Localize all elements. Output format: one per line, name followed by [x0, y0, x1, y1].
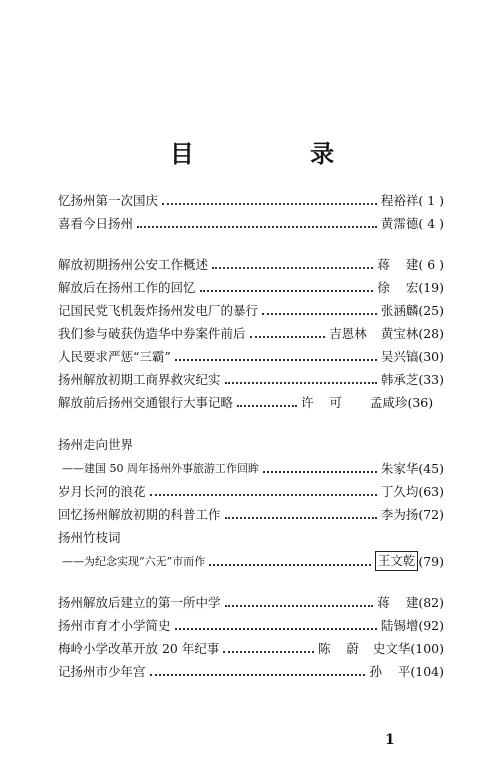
entry-coauthor: 许 可 — [301, 395, 342, 410]
leader-dots — [175, 359, 377, 361]
section-heading: 扬州竹枝词 — [58, 530, 121, 545]
entry-title: 忆扬州第一次国庆 — [58, 193, 159, 208]
leader-dots — [162, 203, 377, 205]
toc-entry — [58, 279, 444, 297]
entry-author: 吴兴镐 — [380, 349, 419, 364]
entry-page: (82) — [418, 595, 444, 610]
toc-entry — [58, 256, 444, 274]
entry-title: 回忆扬州解放初期的科普工作 — [58, 507, 221, 522]
entry-coauthor: 吉恩林 — [329, 326, 367, 341]
entry-title: 梅岭小学改革开放 20 年纪事 — [58, 641, 220, 656]
toc-entry — [58, 215, 444, 233]
leader-dots — [250, 336, 326, 338]
entry-page: ( 6 ) — [418, 257, 444, 272]
entry-author: 孟咸珍 — [369, 395, 408, 410]
leader-dots — [237, 405, 297, 407]
leader-dots — [209, 564, 371, 566]
entry-author: 黄霈德 — [380, 216, 419, 231]
entry-page: ( 4 ) — [418, 216, 444, 231]
entry-author: 王文乾 — [375, 551, 419, 571]
section-heading: 扬州走向世界 — [58, 437, 134, 452]
entry-title: 我们参与破获伪造华中券案件前后 — [58, 326, 246, 341]
entry-title: 解放后在扬州工作的回忆 — [58, 280, 196, 295]
entry-title: 扬州市育才小学简史 — [58, 618, 171, 633]
entry-page: (45) — [418, 461, 444, 476]
toc-entry — [58, 663, 444, 681]
entry-author: 陆锡增 — [380, 618, 419, 633]
entry-page: (25) — [418, 303, 444, 318]
leader-dots — [263, 471, 377, 473]
entry-author: 李为扬 — [380, 507, 419, 522]
entry-title: 解放前后扬州交通银行大事记略 — [58, 395, 234, 410]
entry-page: (19) — [418, 280, 444, 295]
toc-entry — [58, 192, 444, 210]
toc-entry — [58, 371, 444, 389]
leader-dots — [223, 651, 314, 653]
entry-page: ( 1 ) — [418, 193, 444, 208]
entry-subtitle: ——为纪念实现“六无”市而作 — [62, 555, 206, 568]
entry-author: 丁久均 — [380, 484, 419, 499]
entry-title: 扬州解放初期工商界救灾纪实 — [58, 372, 221, 387]
entry-author: 蒋 建 — [377, 595, 419, 610]
entry-page: (28) — [418, 326, 444, 341]
leader-dots — [200, 290, 374, 292]
entry-page: (100) — [410, 641, 444, 656]
leader-dots — [225, 517, 377, 519]
entry-title: 解放初期扬州公安工作概述 — [58, 257, 209, 272]
page-number: 1 — [385, 732, 395, 748]
entry-title: 记国民党飞机轰炸扬州发电厂的暴行 — [58, 303, 259, 318]
toc-entry — [58, 617, 444, 635]
toc-entry — [58, 394, 444, 412]
entry-title: 扬州解放后建立的第一所中学 — [58, 595, 221, 610]
leader-dots — [225, 605, 374, 607]
toc-entry — [58, 325, 444, 343]
toc-entry — [58, 348, 444, 366]
leader-dots — [262, 313, 377, 315]
entry-page: (63) — [418, 484, 444, 499]
toc-entry — [58, 483, 444, 501]
toc-entry — [58, 460, 444, 478]
entry-author: 孙 平 — [369, 664, 411, 679]
leader-dots — [225, 382, 377, 384]
entry-page: (33) — [418, 372, 444, 387]
entry-subtitle: ——建国 50 周年扬州外事旅游工作回眸 — [62, 462, 259, 475]
entry-author: 黄宝林 — [380, 326, 419, 341]
entry-author: 张涵麟 — [380, 303, 419, 318]
toc-entry — [58, 594, 444, 612]
page-title: 目 录 — [169, 139, 389, 168]
entry-author: 蒋 建 — [377, 257, 419, 272]
entry-page: (36) — [407, 395, 434, 410]
entry-title: 喜看今日扬州 — [58, 216, 134, 231]
entry-title: 人民要求严惩“三霸” — [58, 349, 171, 364]
entry-coauthor: 陈 蔚 — [317, 641, 359, 656]
toc-entry — [58, 506, 444, 524]
leader-dots — [212, 267, 373, 269]
entry-page: (30) — [418, 349, 444, 364]
entry-author: 程裕祥 — [380, 193, 419, 208]
entry-author: 朱家华 — [380, 461, 419, 476]
toc-entry — [58, 302, 444, 320]
leader-dots — [137, 226, 377, 228]
leader-dots — [150, 494, 377, 496]
leader-dots — [150, 674, 366, 676]
entry-author: 徐 宏 — [377, 280, 419, 295]
toc-entry — [58, 640, 444, 658]
entry-page: (92) — [418, 618, 444, 633]
leader-dots — [175, 628, 377, 630]
toc-entry — [58, 553, 444, 571]
entry-page: (79) — [418, 554, 444, 569]
entry-author: 史文华 — [372, 641, 411, 656]
entry-page: (72) — [418, 507, 444, 522]
entry-title: 岁月长河的浪花 — [58, 484, 146, 499]
entry-title: 记扬州市少年宫 — [58, 664, 146, 679]
entry-author: 韩承芝 — [380, 372, 419, 387]
entry-page: (104) — [410, 664, 444, 679]
